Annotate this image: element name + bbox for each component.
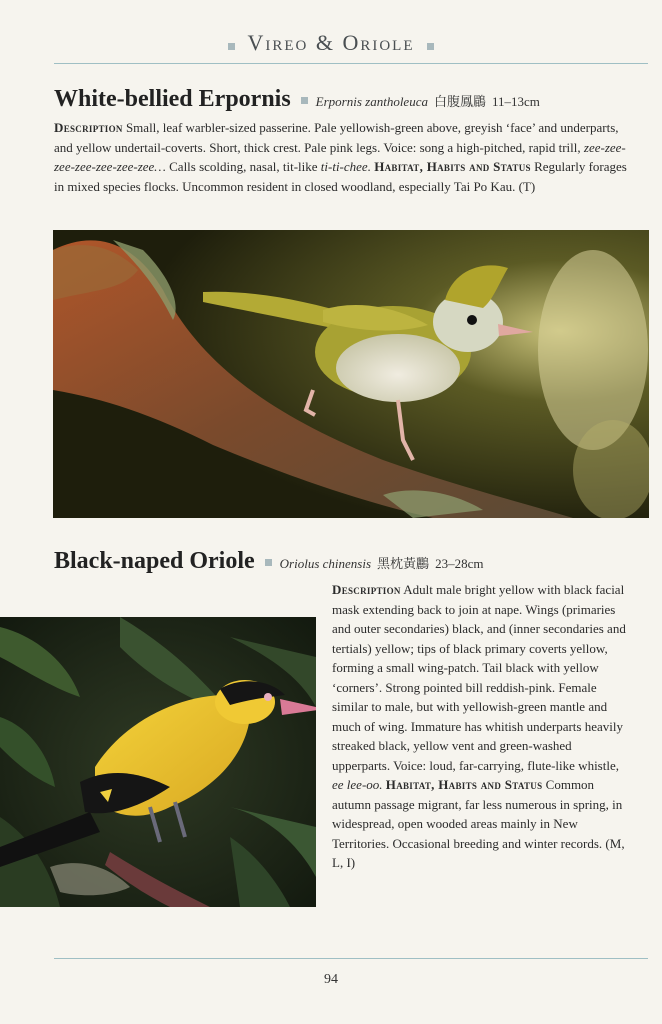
call-text: ti-ti-chee.	[320, 159, 371, 174]
title-ornament	[265, 559, 272, 566]
species-name: Black-naped Oriole	[54, 548, 255, 574]
call-text: ee lee-oo.	[332, 777, 383, 792]
scientific-name: Oriolus chinensis	[279, 556, 372, 571]
section-title: Vireo & Oriole	[247, 30, 415, 55]
header-ornament-right	[427, 43, 434, 50]
habitat-text: Common autumn passage migrant, far less numerous in spring, in widespread, open wooded areas mainly in New Territories. Occasional breeding and winter records. (M, L, I)	[332, 777, 625, 870]
species-description-oriole	[54, 580, 630, 907]
description-text-2: Calls scolding, nasal, tit-like	[169, 159, 318, 174]
description-label: Description	[332, 582, 401, 597]
footer-rule	[54, 958, 648, 959]
species-name: White-bellied Erpornis	[54, 86, 291, 112]
description-text: Small, leaf warbler-sized passerine. Pale yellowish-green above, greyish ‘face’ and underparts, and yellow undertail-coverts. Short, thick crest. Pale pink legs. Voice: song a high-pitched, rapid trill,	[54, 120, 619, 155]
chinese-name: 黑枕黃鸝	[377, 557, 430, 572]
title-ornament	[301, 97, 308, 104]
page-number: 94	[324, 972, 338, 987]
habitat-label: Habitat, Habits and Status	[374, 159, 531, 174]
header-ornament-left	[228, 43, 235, 50]
species-title-erpornis	[54, 86, 540, 113]
scientific-name: Erpornis zantholeuca	[315, 94, 428, 109]
song-text: zee-zee-zee-zee-zee-zee-zee…	[54, 139, 626, 174]
oriole-photo	[0, 617, 316, 907]
chinese-name: 白腹鳳鶥	[433, 95, 486, 110]
species-size: 11–13cm	[492, 94, 540, 109]
species-title-oriole	[54, 548, 483, 575]
habitat-label: Habitat, Habits and Status	[385, 777, 543, 792]
description-text: Adult male bright yellow with black facial mask extending back to join at nape. Wings (primaries and outer secondaries) black, and (inner secondaries and tertials) yellow; tips of black primary coverts yellow, forming a small wing-patch. Tail black with yellow ‘corners’. Strong pointed bill reddish-pink. Female similar to male, but with yellowish-green mantle and much of wing. Immature has whitish underparts heavily streaked black, yellow vent and green-washed upperparts. Voice: loud, far-carrying, flute-like whistle,	[332, 582, 626, 773]
description-label: Description	[54, 120, 123, 135]
erpornis-photo	[53, 230, 649, 518]
section-header	[0, 30, 662, 56]
species-size: 23–28cm	[435, 556, 484, 571]
habitat-text: Regularly forages in mixed species flocks. Uncommon resident in closed woodland, especially Tai Po Kau. (T)	[54, 159, 627, 194]
species-description-erpornis	[54, 118, 630, 196]
header-rule	[54, 63, 648, 64]
